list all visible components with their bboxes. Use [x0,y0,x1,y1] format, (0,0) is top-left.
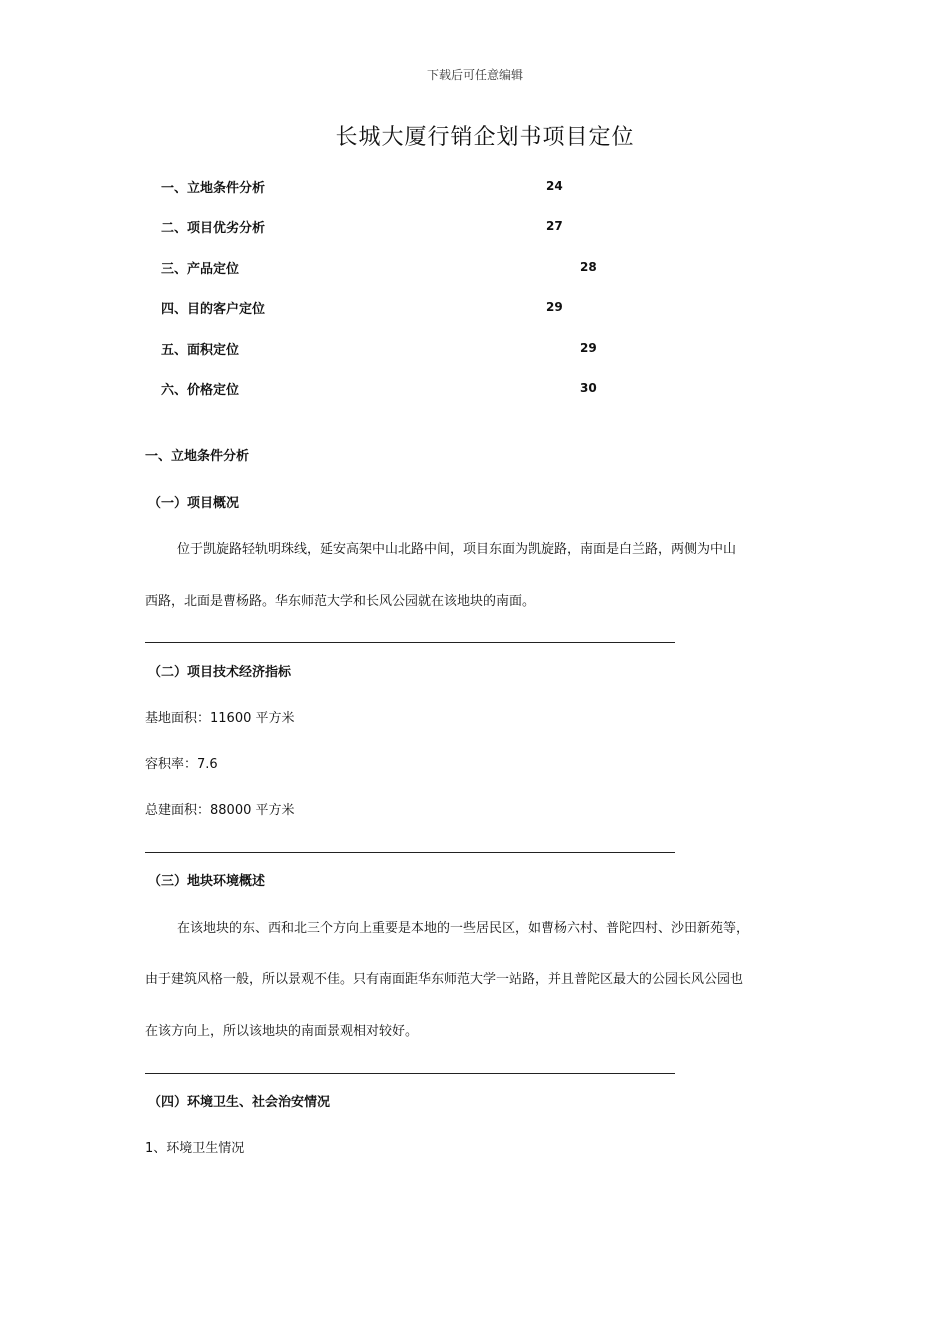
paragraph-line: 总建面积：88000 平方米 [145,803,295,818]
divider [145,1073,675,1074]
subsection-heading: （一）项目概况 [148,496,240,511]
section-heading: 一、立地条件分析 [145,449,250,464]
paragraph-line: 基地面积：11600 平方米 [145,711,295,726]
toc-item-page: 30 [580,381,597,395]
paragraph-line: 西路，北面是曹杨路。华东师范大学和长风公园就在该地块的南面。 [145,594,536,609]
paragraph-line: 容积率：7.6 [145,757,218,772]
paragraph-line: 1、环境卫生情况 [145,1141,245,1156]
divider [145,852,675,853]
header-note: 下载后可任意编辑 [426,68,523,82]
paragraph-line: 由于建筑风格一般，所以景观不佳。只有南面距华东师范大学一站路，并且普陀区最大的公园长风公园也 [145,972,744,987]
subsection-heading: （二）项目技术经济指标 [148,665,292,680]
toc-item-label: 一、立地条件分析 [161,181,266,196]
toc-item-page: 29 [546,300,563,314]
toc-item-page: 28 [580,260,597,274]
document-title: 长城大厦行销企划书项目定位 [335,125,635,150]
divider [145,642,675,643]
toc-item-label: 三、产品定位 [161,262,240,277]
subsection-heading: （四）环境卫生、社会治安情况 [148,1095,331,1110]
toc-item-label: 二、项目优劣分析 [161,221,266,236]
toc-item-label: 四、目的客户定位 [161,302,266,317]
toc-item-page: 24 [546,179,563,193]
paragraph-line: 在该地块的东、西和北三个方向上重要是本地的一些居民区，如曹杨六村、普陀四村、沙田新苑等， [177,921,750,936]
toc-item-label: 六、价格定位 [161,383,240,398]
toc-item-page: 29 [580,341,597,355]
paragraph-line: 在该方向上，所以该地块的南面景观相对较好。 [145,1024,419,1039]
subsection-heading: （三）地块环境概述 [148,874,266,889]
toc-item-label: 五、面积定位 [161,343,240,358]
toc-item-page: 27 [546,219,563,233]
paragraph-line: 位于凯旋路轻轨明珠线，延安高架中山北路中间，项目东面为凯旋路，南面是白兰路，两侧为中山 [177,542,737,557]
